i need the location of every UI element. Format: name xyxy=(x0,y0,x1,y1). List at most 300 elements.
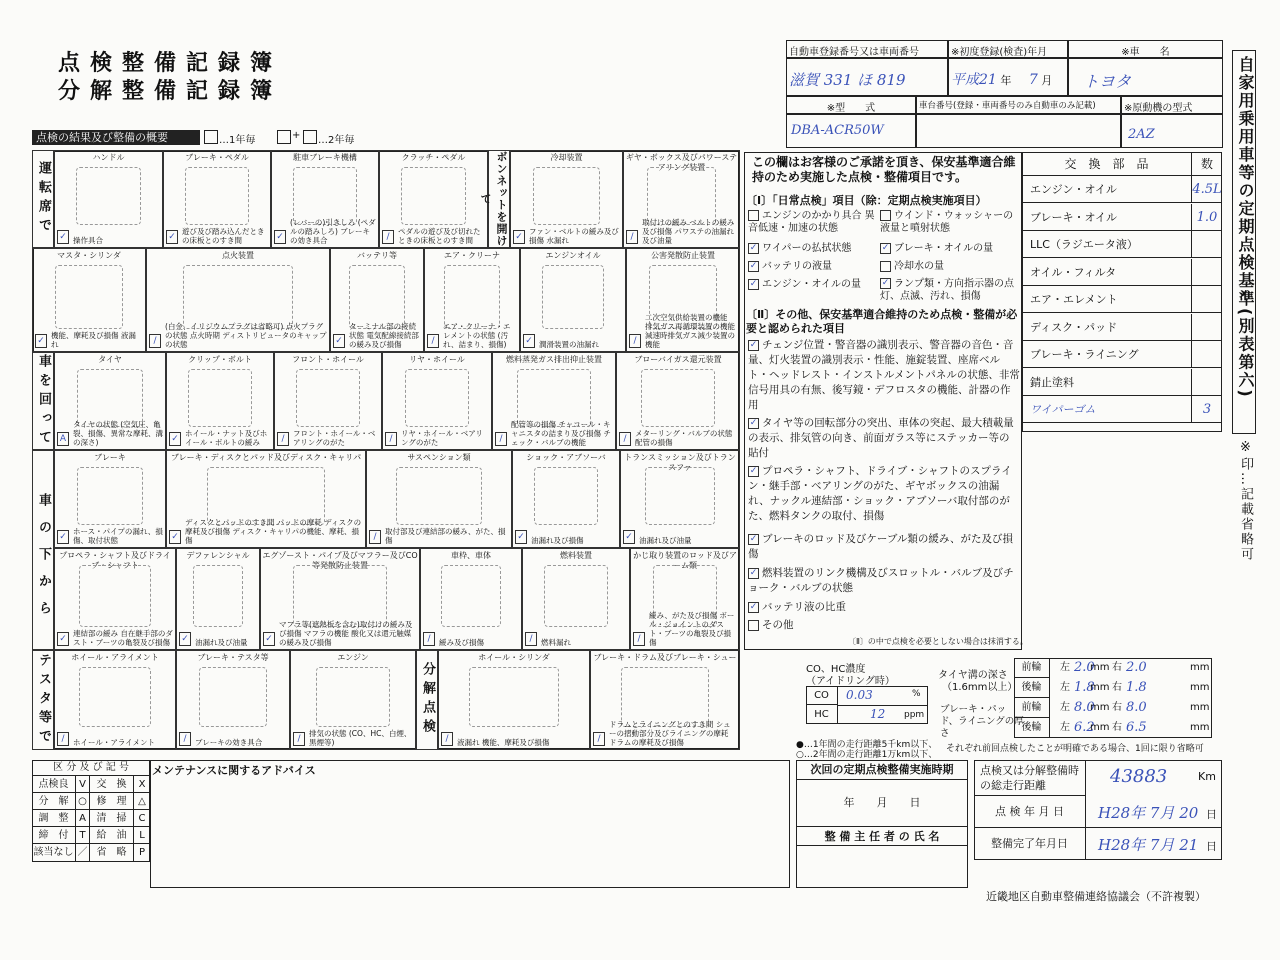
disc-pad-icon xyxy=(207,467,326,525)
check-box[interactable]: ✓ xyxy=(523,334,535,348)
cell-item: メターリング・バルブの状態 配管の損傷 xyxy=(635,429,733,447)
engine-model-text: 2AZ xyxy=(1128,127,1155,142)
left-label: 左 xyxy=(1060,682,1070,693)
check-box[interactable]: / xyxy=(149,334,161,348)
cell-propeller-shaft xyxy=(54,548,176,650)
advice-box xyxy=(150,760,790,888)
cell-brake-pedal xyxy=(163,150,271,248)
cell-item: 緩み及び損傷 xyxy=(439,638,484,647)
check-box[interactable]: ✓ xyxy=(263,632,275,646)
legend-symbol: T xyxy=(76,827,90,844)
cell-title: バッテリ等 xyxy=(357,251,397,260)
parts-row-name: ブレーキ・オイル xyxy=(1022,204,1192,231)
cell-item: 連結部の緩み 自在継手部のダスト・ブーツの亀裂及び損傷 xyxy=(73,629,173,647)
daily-item-3 xyxy=(880,242,1020,256)
cell-item: ターミナル部の接続状態 電気配線接続部の緩み及び損傷 xyxy=(349,322,419,349)
cell-title: サスペンション類 xyxy=(407,453,471,462)
check-box[interactable]: / xyxy=(427,334,439,348)
check-box[interactable]: / xyxy=(277,432,289,446)
daily-check-6[interactable]: ✓ xyxy=(749,278,758,289)
mm-unit: mm xyxy=(1190,682,1210,693)
legend-term: 分 解 xyxy=(32,793,76,810)
daily-item-5 xyxy=(880,260,1020,274)
parts-row-qty: 1.0 xyxy=(1192,204,1222,231)
check-box[interactable]: ✓ xyxy=(57,632,69,646)
parts-row-name: オイル・フィルタ xyxy=(1022,259,1192,286)
daily-check-2[interactable]: ✓ xyxy=(749,242,758,253)
parts-header-qty: 数 xyxy=(1192,152,1222,176)
cell-item: ブレーキの効き具合 xyxy=(195,738,263,747)
legend-term: 点検良 xyxy=(32,776,76,793)
legend-term: 該当なし xyxy=(32,844,76,861)
parts-row-qty xyxy=(1192,286,1222,313)
other-check-0[interactable]: ✓ xyxy=(749,339,758,350)
engine-model-label: ※原動機の型式 xyxy=(1121,96,1223,114)
legend-term: 修 理 xyxy=(90,793,134,810)
legend-term: 調 整 xyxy=(32,810,76,827)
check-box[interactable]: / xyxy=(382,230,394,244)
cell-frame-body xyxy=(420,548,522,650)
idle-label: （アイドリング時） xyxy=(806,676,895,687)
check-box[interactable]: / xyxy=(293,732,305,746)
first-reg-year-unit: 年 xyxy=(1000,74,1012,87)
cell-ignition xyxy=(146,248,330,352)
other-note: 〔Ⅱ〕の中で点検を必要としない場合は抹消する。 xyxy=(848,637,1028,646)
other-item-4 xyxy=(748,566,1020,596)
transmission-icon xyxy=(645,467,716,525)
frame-body-icon xyxy=(441,565,501,627)
interval-note-1: ●…1年間の走行距離5千km以下、 xyxy=(796,740,938,750)
model-text: DBA-ACR50W xyxy=(791,123,884,138)
cell-title: 公害発散防止装置 xyxy=(651,251,715,260)
check-box[interactable]: / xyxy=(629,334,641,348)
cell-transmission xyxy=(620,450,740,548)
other-item-1 xyxy=(748,416,1020,461)
check-box[interactable]: ✓ xyxy=(166,230,178,244)
check-box[interactable]: ✓ xyxy=(169,530,181,544)
check-box[interactable]: / xyxy=(385,432,397,446)
section-under-car: 車の下から xyxy=(32,450,54,650)
right-label: 右 xyxy=(1112,722,1122,733)
daily-item-6 xyxy=(748,278,880,292)
cell-front-wheel xyxy=(274,352,382,450)
check-box[interactable]: / xyxy=(593,732,605,746)
cell-item: (白金、イリジウムプラグは省略可) 点火プラグの状態 点火時期 ディストリビュータのキャップの状態 xyxy=(165,322,327,349)
car-name-value xyxy=(1068,58,1223,96)
cell-item: 液漏れ 機能、摩耗及び損傷 xyxy=(457,738,550,747)
clutch-pedal-icon xyxy=(401,167,465,225)
cell-clutch-pedal xyxy=(379,150,488,248)
left-value: 1.8 xyxy=(1074,680,1095,695)
cooling-icon xyxy=(533,167,600,225)
other-check-1[interactable]: ✓ xyxy=(749,417,758,428)
omission-note: ※印…記載省略可 xyxy=(1238,440,1253,562)
odometer-label: 点検又は分解整備時の総走行距離 xyxy=(974,760,1086,796)
parts-row-name: エンジン・オイル xyxy=(1022,176,1192,203)
mm-unit: mm xyxy=(1090,702,1110,713)
completion-date-value: H28年 7月 21 xyxy=(1098,836,1199,854)
exhaust-icon xyxy=(293,565,388,627)
pad-thickness-label: ブレーキ・パッド、ライニングの厚さ xyxy=(940,704,1024,739)
other-check-3[interactable]: ✓ xyxy=(749,533,758,544)
cell-item: ファン・ベルトの緩み及び損傷 水漏れ xyxy=(529,227,619,245)
section-around-car: 車を回って xyxy=(32,352,54,450)
daily-text-7: ランプ類・方向指示器の点灯、点滅、汚れ、損傷 xyxy=(880,278,1014,302)
mechanic-label: 整 備 主 任 者 の 氏 名 xyxy=(796,826,968,846)
cell-item: ドラムとライニングとのすき間 シューの摺動部分及びライニングの摩耗 ドラムの摩耗及び損傷 xyxy=(609,720,731,747)
check-box[interactable]: ✓ xyxy=(515,530,527,544)
cell-item: フロント・ホイール・ベアリングのがた xyxy=(293,429,376,447)
other-text-4: 燃料装置のリンク機構及びスロットル・バルブ及びチョーク・バルブの状態 xyxy=(748,567,1014,594)
other-item-2 xyxy=(748,464,1020,524)
parts-row-name: エア・エレメント xyxy=(1022,286,1192,313)
legend-symbol: C xyxy=(134,810,150,827)
blowby-icon xyxy=(641,369,714,427)
cell-air-cleaner xyxy=(424,248,520,352)
cell-battery xyxy=(330,248,424,352)
right-value: 1.8 xyxy=(1126,680,1147,695)
legend-term: 清 掃 xyxy=(90,810,134,827)
advice-label: メンテナンスに関するアドバイス xyxy=(152,764,316,777)
parts-row-name: LLC（ラジエータ液） xyxy=(1022,231,1192,258)
check-box[interactable]: ✓ xyxy=(623,530,635,544)
parts-row-name: ディスク・パッド xyxy=(1022,314,1192,341)
first-reg-label: ※初度登録(検査)年月 xyxy=(948,40,1068,58)
legend-term: 交 換 xyxy=(90,776,134,793)
chassis-label: 車台番号(登録・車両番号のみ自動車のみ記載) xyxy=(916,96,1121,114)
check-box[interactable]: ✓ xyxy=(57,230,69,244)
air-cleaner-icon xyxy=(444,265,500,329)
cell-shock-absorber xyxy=(512,450,620,548)
parts-row-qty xyxy=(1192,314,1222,341)
cell-title: エグゾースト・パイプ及びマフラー及びCO等発散防止装置 xyxy=(262,551,418,570)
check-box[interactable]: ✓ xyxy=(57,530,69,544)
completion-date-label: 整備完了年月日 xyxy=(974,828,1086,860)
other-item-0 xyxy=(748,338,1020,413)
first-reg-month-unit: 月 xyxy=(1041,74,1053,87)
co-hc-divider xyxy=(838,705,928,706)
cell-item: 操作具合 xyxy=(73,236,103,245)
parts-row-qty xyxy=(1192,259,1222,286)
cell-item: ペダルの遊び及び切れたときの床板とのすき間 xyxy=(398,227,481,245)
daily-check-1[interactable] xyxy=(880,210,891,221)
hc-label: HC xyxy=(806,705,838,724)
mm-unit: mm xyxy=(1090,662,1110,673)
legend-box-1 xyxy=(204,130,218,144)
cell-master-cylinder xyxy=(32,248,146,352)
cell-item: 燃料漏れ xyxy=(541,638,571,647)
cell-wheel-cylinder xyxy=(438,650,590,750)
tire-depth-sub: （1.6mm以上） xyxy=(942,682,1018,693)
daily-text-5: 冷却水の量 xyxy=(894,261,944,272)
check-box[interactable]: / xyxy=(619,432,631,446)
check-box[interactable]: / xyxy=(441,732,453,746)
cell-item: 緩み、がた及び損傷 ボール・ジョイントのダスト・ブーツの亀裂及び損傷 xyxy=(649,611,735,647)
suspension-icon xyxy=(396,467,482,525)
other-section-title: 〔Ⅱ〕その他、保安基準適合維持のため点検・整備が必要と認められた項目 xyxy=(746,308,1018,335)
rear-wheel-icon xyxy=(405,369,470,427)
cell-item: ホース・パイプの漏れ、損傷、取付状態 xyxy=(73,527,163,545)
shock-absorber-icon xyxy=(534,467,598,525)
cell-gearbox xyxy=(623,150,740,248)
daily-item-4 xyxy=(748,260,880,274)
daily-check-0[interactable] xyxy=(748,210,759,221)
cell-item: 潤滑装置の油漏れ xyxy=(539,340,599,349)
cell-title: リヤ・ホイール xyxy=(409,355,465,364)
other-text-5: バッテリ液の比重 xyxy=(762,601,846,613)
parts-row-name: 錆止塗料 xyxy=(1022,369,1192,396)
other-text-3: ブレーキのロッド及びケーブル類の緩み、がた及び損傷 xyxy=(748,533,1014,560)
cell-title: 燃料装置 xyxy=(560,551,592,560)
other-check-4[interactable]: ✓ xyxy=(749,567,758,578)
cell-title: プロペラ・シャフト及びドライブ・シャフト xyxy=(59,551,171,570)
legend-symbol: L xyxy=(134,827,150,844)
mm-unit: mm xyxy=(1190,662,1210,673)
cell-title: かじ取り装置のロッド及びアーム類 xyxy=(633,551,737,570)
cell-fuel-system xyxy=(522,548,630,650)
daily-text-6: エンジン・オイルの量 xyxy=(762,279,861,290)
right-label: 右 xyxy=(1112,702,1122,713)
odometer-unit: Km xyxy=(1198,770,1216,783)
axle-label: 後輪 xyxy=(1014,678,1050,698)
cell-item: 遊び及び踏み込んだときの床板とのすき間 xyxy=(182,227,265,245)
parts-header-name: 交 換 部 品 xyxy=(1022,152,1192,176)
axle-label: 後輪 xyxy=(1014,718,1050,738)
other-check-2[interactable]: ✓ xyxy=(749,465,758,476)
brake-icon xyxy=(77,467,143,525)
first-reg-era: 平成21 xyxy=(951,72,997,88)
wheel-alignment-icon xyxy=(79,667,151,727)
cell-cooling xyxy=(510,150,623,248)
cell-title: ショック・アブソーバ xyxy=(526,453,606,462)
right-label: 右 xyxy=(1112,682,1122,693)
right-value: 2.0 xyxy=(1126,660,1147,675)
check-box[interactable]: ✓ xyxy=(333,334,345,348)
other-item-5 xyxy=(748,600,1020,614)
cell-title: ブレーキ・ドラム及びブレーキ・シュー xyxy=(593,653,737,662)
legend-symbol: ○ xyxy=(76,793,90,810)
cell-title: ブレーキ・ディスクとパッド及びディスク・キャリパ xyxy=(170,453,362,462)
parts-row-qty xyxy=(1192,341,1222,368)
cell-title: 燃料蒸発ガス排出抑止装置 xyxy=(506,355,602,364)
mm-unit: mm xyxy=(1190,722,1210,733)
parts-row-qty: 3 xyxy=(1192,396,1222,423)
check-box[interactable]: / xyxy=(423,632,435,646)
daily-text-3: ブレーキ・オイルの量 xyxy=(894,243,994,254)
check-box[interactable]: ✓ xyxy=(513,230,525,244)
completion-date-unit: 日 xyxy=(1206,840,1217,853)
tire-icon xyxy=(77,369,143,427)
inspection-date-unit: 日 xyxy=(1206,808,1217,821)
daily-check-3[interactable]: ✓ xyxy=(881,242,890,253)
cell-item: タイヤの状態 (空気圧、亀裂、損傷、異常な摩耗、溝の深さ) xyxy=(73,420,163,447)
check-box[interactable]: ✓ xyxy=(274,230,286,244)
cell-item: 取付部及び連結部の緩み、がた、損傷 xyxy=(385,527,506,545)
next-inspection-label: 次回の定期点検整備実施時期 xyxy=(796,760,968,780)
check-box[interactable]: ✓ xyxy=(179,632,191,646)
axle-label: 前輪 xyxy=(1014,698,1050,718)
other-text-1: タイヤ等の回転部分の突出、車体の突起、最大積載量の表示、排気管の向き、前面ガラス等にステッカー等の貼付 xyxy=(748,417,1014,459)
engine-model-value xyxy=(1121,114,1223,148)
cell-title: マスタ・シリンダ xyxy=(57,251,121,260)
check-box[interactable]: ✓ xyxy=(169,432,181,446)
cell-title: エンジン xyxy=(337,653,369,662)
reg-number-label: 自動車登録番号又は車両番号 xyxy=(786,40,948,58)
hc-unit: ppm xyxy=(904,710,925,720)
first-reg-value xyxy=(948,58,1068,96)
steering-icon xyxy=(76,167,140,225)
cell-item: 配管等の損傷 チャコール・キャニスタの詰まり及び損傷 チェック・バルブの機能 xyxy=(511,420,611,447)
reg-number-value xyxy=(786,58,948,96)
cell-item: ホイール・アライメント xyxy=(73,738,156,747)
front-wheel-icon xyxy=(296,369,360,427)
daily-item-1 xyxy=(880,210,1020,235)
cell-title: トランスミッション及びトランスファ xyxy=(624,453,736,472)
standard-title: 自家用乗用車等の定期点検基準(別表第六) xyxy=(1236,56,1255,399)
legend-label-1: …1年毎 xyxy=(219,135,256,146)
interval-note-3: それぞれ前回点検したことが明確である場合、1回に限り省略可 xyxy=(946,744,1204,754)
propeller-shaft-icon xyxy=(79,565,151,627)
cell-title: 車枠、車体 xyxy=(451,551,491,560)
cell-title: タイヤ xyxy=(98,355,122,364)
daily-check-7[interactable]: ✓ xyxy=(881,278,890,288)
cell-item: マフラ等(遮熱板を含む)取付けの緩み及び損傷 マフラの機能 酸化又は還元触媒の緩み及び損傷 xyxy=(279,620,413,647)
cell-title: 駐車ブレーキ機構 xyxy=(293,153,357,162)
legend-symbol: X xyxy=(134,776,150,793)
title-overhaul-record: 分解整備記録簿 xyxy=(58,79,283,104)
mm-unit: mm xyxy=(1090,682,1110,693)
cell-title: ホイール・シリンダ xyxy=(478,653,550,662)
daily-item-0 xyxy=(748,210,880,235)
cell-title: フロント・ホイール xyxy=(292,355,364,364)
cell-blowby xyxy=(616,352,740,450)
parts-row-qty xyxy=(1192,369,1222,396)
mm-unit: mm xyxy=(1090,722,1110,733)
cell-item: リヤ・ホイール・ベアリングのがた xyxy=(401,429,483,447)
cell-tire xyxy=(54,352,166,450)
parts-row-name: ワイパーゴム xyxy=(1022,396,1192,423)
cell-differential xyxy=(176,548,260,650)
cell-engine-oil xyxy=(520,248,626,352)
battery-icon xyxy=(349,265,404,329)
mm-unit: mm xyxy=(1190,702,1210,713)
section-driver-seat: 運転席で xyxy=(32,150,54,248)
gearbox-icon xyxy=(647,167,716,225)
co-hc-label: CO、HC濃度 xyxy=(806,664,866,675)
daily-text-4: バッテリの液量 xyxy=(762,261,832,272)
master-cylinder-icon xyxy=(55,265,122,329)
left-label: 左 xyxy=(1060,662,1070,673)
drum-shoe-icon xyxy=(621,667,710,727)
co-unit: % xyxy=(912,689,921,699)
cell-item: (レバーの)引きしろ (ペダルの踏みしろ) ブレーキの効き具合 xyxy=(290,218,376,245)
engine-oil-icon xyxy=(542,265,604,329)
cell-title: 冷却装置 xyxy=(550,153,583,162)
legend-symbol: P xyxy=(138,847,146,858)
customer-header: この欄はお客様のご承諾を頂き、保安基準適合維持のため実施した点検・整備項目です。 xyxy=(752,155,1016,184)
cell-evap-control xyxy=(492,352,616,450)
left-label: 左 xyxy=(1060,702,1070,713)
cell-title: クラッチ・ペダル xyxy=(401,153,466,162)
cell-title: エンジンオイル xyxy=(545,251,601,260)
other-item-6 xyxy=(748,618,1020,632)
next-inspection-date: 年 月 日 xyxy=(843,796,921,809)
legend-term: 省 略 xyxy=(90,844,134,861)
first-reg-month: 7 xyxy=(1028,72,1038,88)
cell-parking-brake xyxy=(271,150,379,248)
left-value: 2.0 xyxy=(1074,660,1095,675)
section-disassembly: 分解点検 xyxy=(416,650,438,750)
section-open-bonnet: ボンネットを開けて xyxy=(479,151,508,247)
footer-association: 近畿地区自動車整備連絡協議会（不許複製） xyxy=(986,890,1206,903)
check-box[interactable]: A xyxy=(57,432,69,446)
legend-symbol: △ xyxy=(134,793,150,810)
right-value: 6.5 xyxy=(1126,720,1147,735)
legend-header: 区 分 及 び 記 号 xyxy=(32,760,150,776)
car-name-text: トヨタ xyxy=(1083,72,1132,91)
summary-header: 点検の結果及び整備の概要 xyxy=(32,130,200,145)
other-check-6[interactable] xyxy=(748,620,759,631)
legend-term: 給 油 xyxy=(90,827,134,844)
cell-item: 油漏れ及び油量 xyxy=(639,536,692,545)
co-value: 0.03 xyxy=(846,688,873,702)
cell-title: ギヤ・ボックス及びパワーステアリング装置 xyxy=(625,153,738,172)
cell-item: 排気の状態 (CO、HC、白煙、黒煙等) xyxy=(309,729,412,747)
cell-steering xyxy=(54,150,163,248)
parts-row-qty xyxy=(1192,231,1222,258)
daily-check-5[interactable] xyxy=(880,261,891,272)
check-box[interactable]: / xyxy=(57,732,69,746)
chassis-value xyxy=(916,114,1121,148)
daily-item-7 xyxy=(880,278,1020,303)
legend-symbol: A xyxy=(76,810,90,827)
check-box[interactable]: / xyxy=(369,530,381,544)
interval-note-2: ○…2年間の走行距離1万km以下、 xyxy=(796,750,938,760)
other-text-6: その他 xyxy=(762,619,794,631)
cell-title: クリップ・ボルト xyxy=(188,355,252,364)
check-box[interactable]: ✓ xyxy=(35,334,47,348)
other-check-5[interactable]: ✓ xyxy=(749,601,758,612)
cell-item: 二次空気供給装置の機能 排気ガス再循環装置の機能 減速時排気ガス減少装置の機能 xyxy=(645,313,735,349)
left-value: 8.0 xyxy=(1074,700,1095,715)
daily-check-4[interactable]: ✓ xyxy=(749,260,758,271)
check-box[interactable]: / xyxy=(525,632,537,646)
check-box[interactable]: / xyxy=(179,732,191,746)
check-box[interactable]: / xyxy=(633,632,645,646)
cell-title: ブローバイガス還元装置 xyxy=(634,355,722,364)
fuel-system-icon xyxy=(544,565,608,627)
cell-title: ホイール・アライメント xyxy=(71,653,159,662)
cell-item: 機能、摩耗及び損傷 液漏れ xyxy=(51,331,136,349)
cell-suspension xyxy=(366,450,512,548)
daily-text-0: エンジンのかかり具合 異音低速・加速の状態 xyxy=(748,210,875,234)
parts-row-qty: 4.5L xyxy=(1192,176,1222,203)
inspection-date-value: H28年 7月 20 xyxy=(1098,804,1199,822)
cell-drum-shoe xyxy=(590,650,740,750)
check-box[interactable]: / xyxy=(495,432,507,446)
legend-label-2: …2年毎 xyxy=(318,135,355,146)
daily-text-1: ウインド・ウォッシャーの液量と噴射状態 xyxy=(880,210,1014,234)
daily-text-2: ワイパーの払拭状態 xyxy=(762,243,852,254)
cell-brake-tester xyxy=(176,650,290,750)
odometer-value: 43883 xyxy=(1110,766,1168,787)
legend-box-2b xyxy=(303,130,317,144)
cell-title: デファレンシャル xyxy=(186,551,250,560)
check-box[interactable]: / xyxy=(626,230,638,244)
daily-section-title: 〔Ⅰ〕「日常点検」項目（除：定期点検実施項目） xyxy=(746,194,987,207)
cell-clip-bolt xyxy=(166,352,274,450)
engine-icon xyxy=(316,667,390,727)
